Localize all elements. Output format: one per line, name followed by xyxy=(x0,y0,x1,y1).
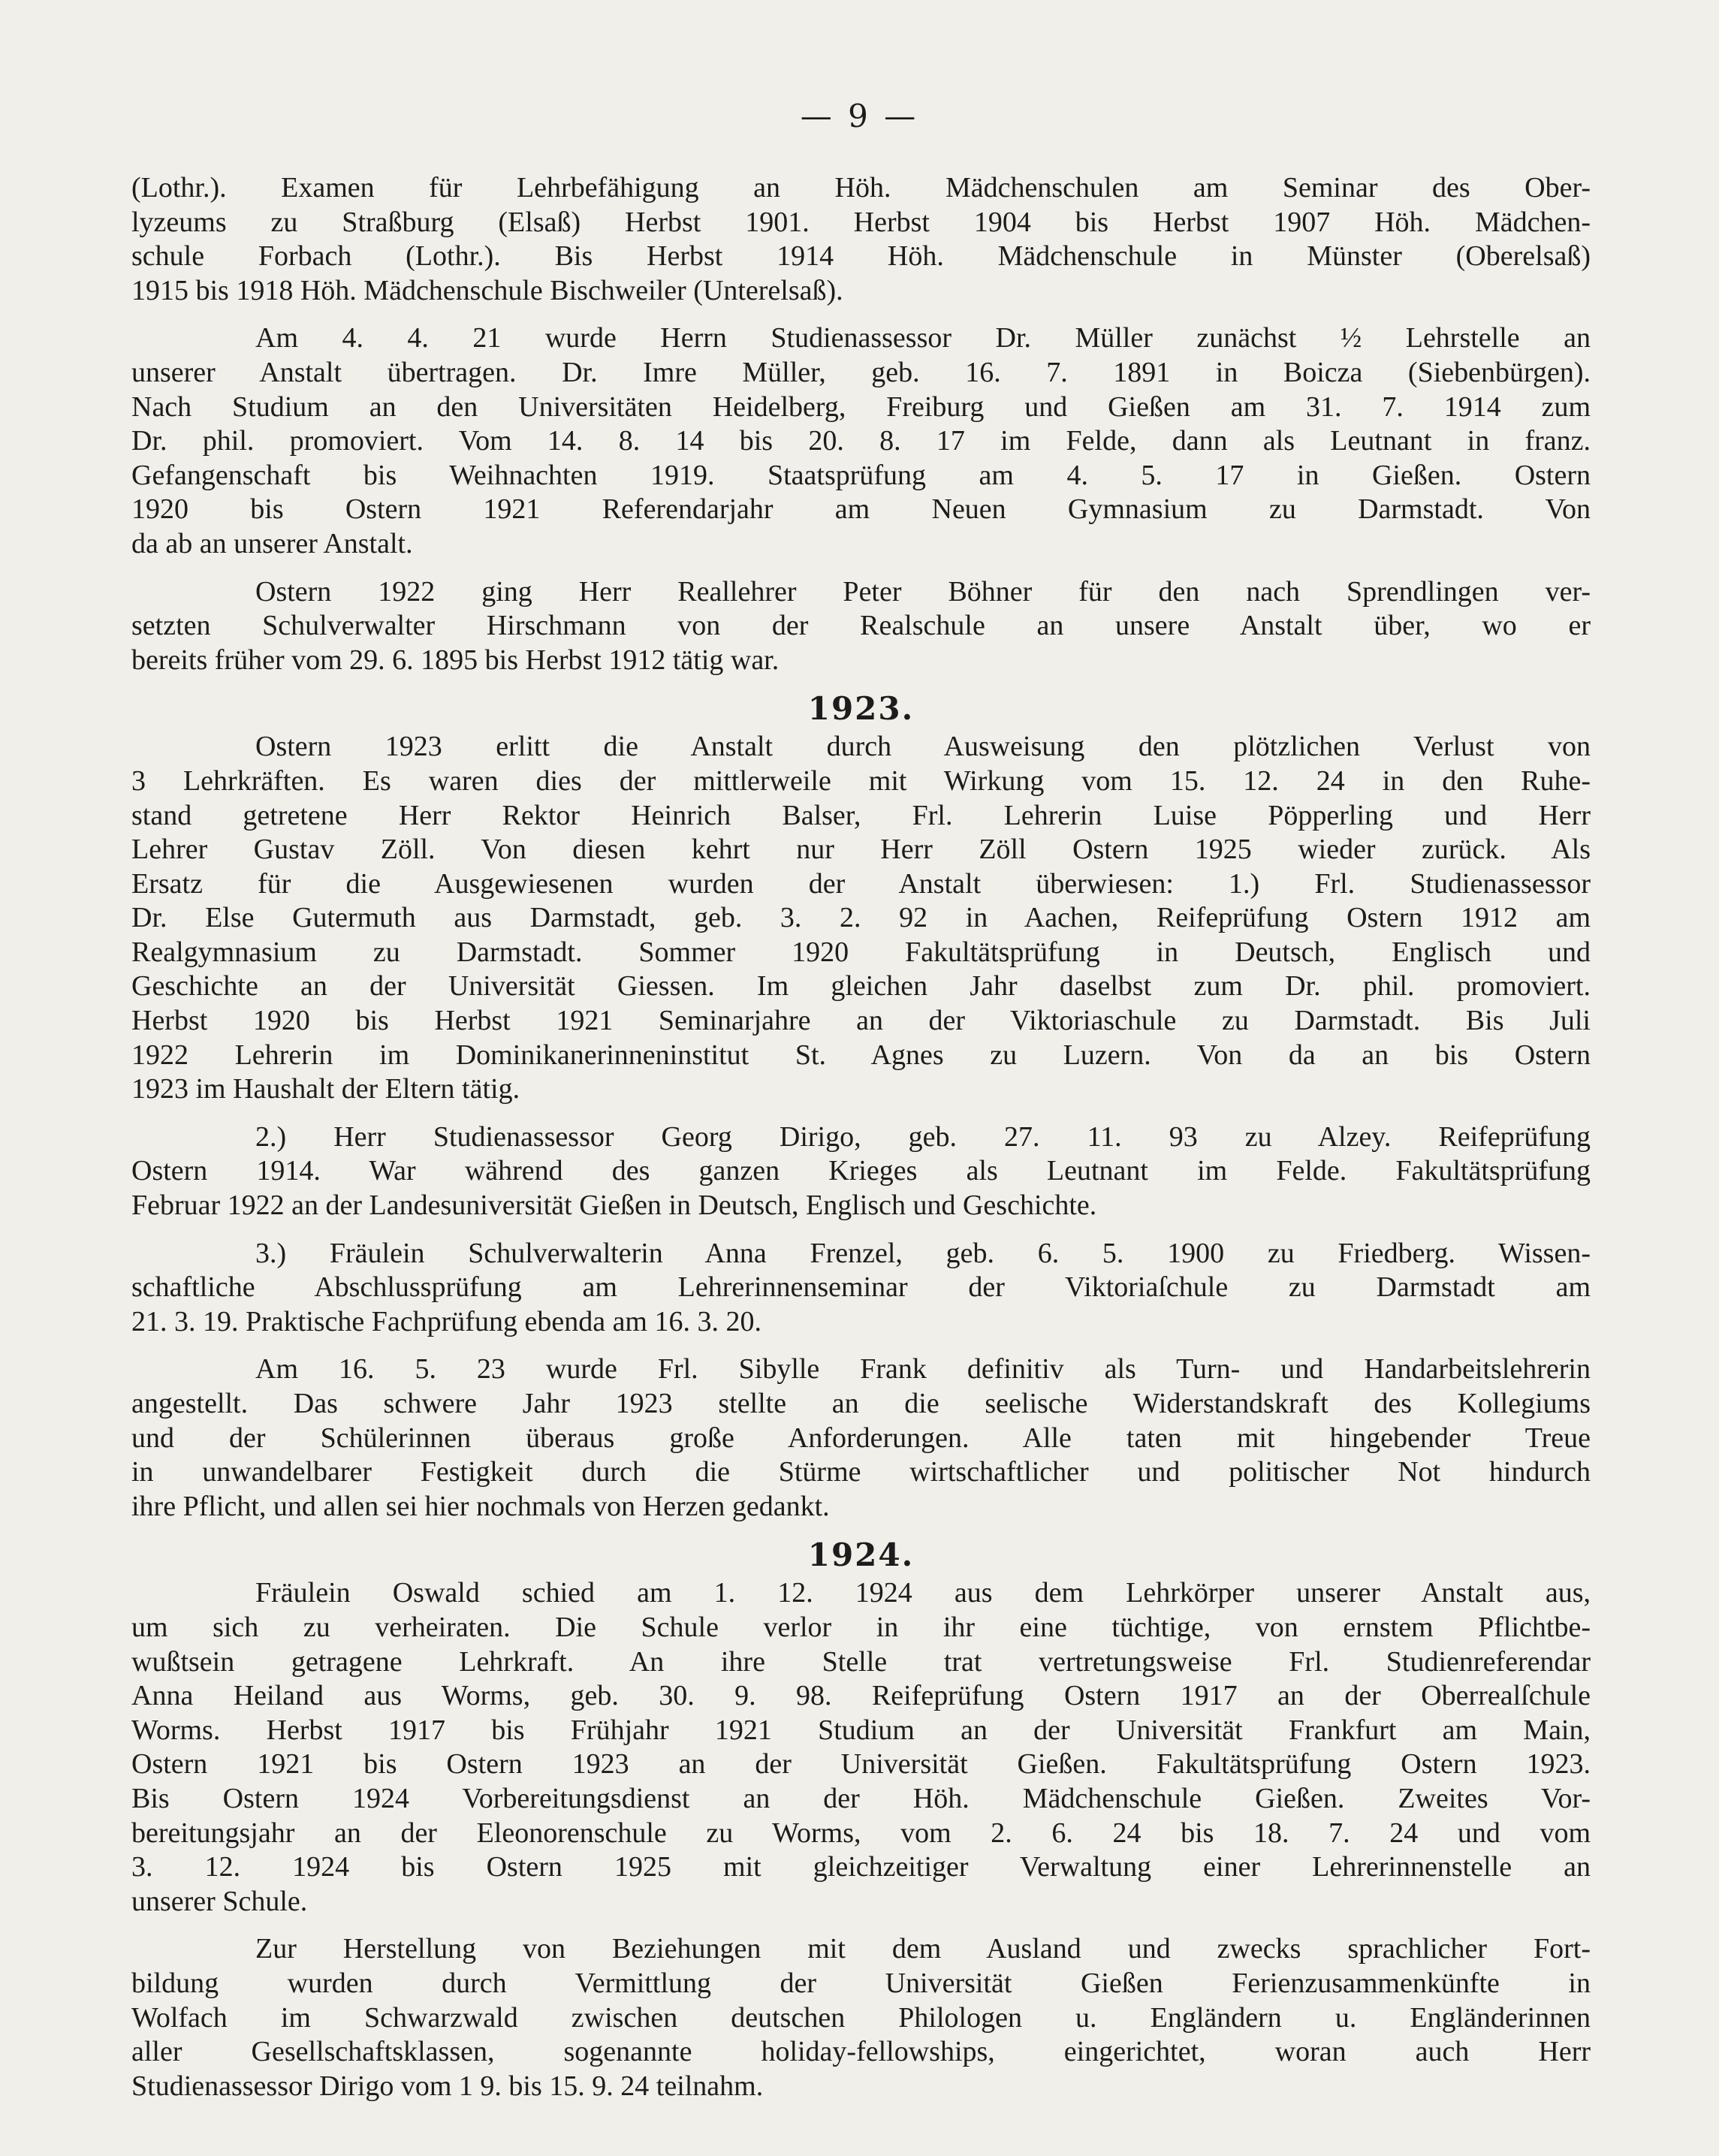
year-heading: 1924. xyxy=(807,1536,915,1574)
text-line: schaftliche Abschlussprüfung am Lehrerinnenseminar der Viktoriaſchule zu Darmstadt am xyxy=(131,1271,1591,1304)
text-line: um sich zu verheiraten. Die Schule verlor in ihr eine tüchtige, von ernstem Pflichtbe- xyxy=(131,1611,1591,1643)
text-line: Geschichte an der Universität Giessen. Im gleichen Jahr daselbst zum Dr. phil. promoviert. xyxy=(131,970,1591,1003)
text-line: in unwandelbarer Festigkeit durch die Stürme wirtschaftlicher und politischer Not hindurch xyxy=(131,1456,1591,1488)
text-line: angestellt. Das schwere Jahr 1923 stellte an die seelische Widerstandskraft des Kollegiums xyxy=(131,1388,1591,1419)
text-line: 3 Lehrkräften. Es waren dies der mittlerweile mit Wirkung vom 15. 12. 24 in den Ruhe- xyxy=(131,764,1591,797)
text-line: Ostern 1921 bis Ostern 1923 an der Universität Gießen. Fakultätsprüfung Ostern 1923. xyxy=(131,1748,1591,1781)
text-line: Am 4. 4. 21 wurde Herrn Studienassessor Dr. Müller zunächst ½ Lehrstelle an xyxy=(255,322,1591,354)
text-line: wußtsein getragene Lehrkraft. An ihre Stelle trat vertretungsweise Frl. Studienreferendar xyxy=(131,1645,1591,1678)
text-line: und der Schülerinnen überaus große Anforderungen. Alle taten mit hingebender Treue xyxy=(131,1422,1591,1454)
text-line: bereits früher vom 29. 6. 1895 bis Herbst 1912 tätig war. xyxy=(131,644,780,676)
text-line: 3.) Fräulein Schulverwalterin Anna Frenzel, geb. 6. 5. 1900 zu Friedberg. Wissen- xyxy=(255,1237,1591,1269)
text-line: aller Gesellschaftsklassen, sogenannte holiday-fellowships, eingerichtet, woran auch Herr xyxy=(131,2036,1591,2068)
text-line: 3. 12. 1924 bis Ostern 1925 mit gleichzeitiger Verwaltung einer Lehrerinnenstelle an xyxy=(131,1851,1591,1883)
text-line: Februar 1922 an der Landesuniversität Gießen in Deutsch, Englisch und Geschichte. xyxy=(131,1190,1097,1222)
text-line: Wolfach im Schwarzwald zwischen deutschen Philologen u. Engländern u. Engländerinnen xyxy=(131,2001,1591,2034)
text-line: Nach Studium an den Universitäten Heidelberg, Freiburg und Gießen am 31. 7. 1914 zum xyxy=(131,390,1591,423)
text-line: Fräulein Oswald schied am 1. 12. 1924 aus dem Lehrkörper unserer Anstalt aus, xyxy=(255,1577,1591,1609)
page-number: — 9 — xyxy=(800,98,919,134)
text-line: Lehrer Gustav Zöll. Von diesen kehrt nur Herr Zöll Ostern 1925 wieder zurück. Als xyxy=(131,834,1591,866)
text-line: bereitungsjahr an der Eleonorenschule zu Worms, vom 2. 6. 24 bis 18. 7. 24 und vom xyxy=(131,1817,1591,1849)
text-line: 1920 bis Ostern 1921 Referendarjahr am Neuen Gymnasium zu Darmstadt. Von xyxy=(131,493,1591,526)
text-line: lyzeums zu Straßburg (Elsaß) Herbst 1901. Herbst 1904 bis Herbst 1907 Höh. Mädchen- xyxy=(131,206,1591,238)
paragraph xyxy=(131,1352,1591,1537)
text-line: Studienassessor Dirigo vom 1 9. bis 15. 9. 24 teilnahm. xyxy=(131,2070,764,2102)
text-line: Ostern 1914. War während des ganzen Krieges als Leutnant im Felde. Fakultätsprüfung xyxy=(131,1155,1591,1187)
text-line: unserer Schule. xyxy=(131,1885,308,1917)
text-line: Am 16. 5. 23 wurde Frl. Sibylle Frank definitiv als Turn- und Handarbeitslehrerin xyxy=(255,1353,1591,1386)
text-line: Dr. Else Gutermuth aus Darmstadt, geb. 3. 2. 92 in Aachen, Reifeprüfung Ostern 1912 am xyxy=(131,902,1591,934)
text-line: unserer Anstalt übertragen. Dr. Imre Müller, geb. 16. 7. 1891 in Boicza (Siebenbürgen). xyxy=(131,356,1591,388)
text-line: da ab an unserer Anstalt. xyxy=(131,527,413,559)
year-heading: 1923. xyxy=(807,690,915,728)
text-line: Worms. Herbst 1917 bis Frühjahr 1921 Studium an der Universität Frankfurt am Main, xyxy=(131,1714,1591,1746)
text-body xyxy=(131,171,1591,2103)
paragraph xyxy=(131,1120,1591,1237)
text-line: Ostern 1922 ging Herr Reallehrer Peter Böhner für den nach Sprendlingen ver- xyxy=(255,575,1591,608)
text-line: Zur Herstellung von Beziehungen mit dem Ausland und zwecks sprachlicher Fort- xyxy=(255,1933,1591,1965)
text-line: 2.) Herr Studienassessor Georg Dirigo, geb. 27. 11. 93 zu Alzey. Reifeprüfung xyxy=(255,1120,1591,1153)
text-line: Ostern 1923 erlitt die Anstalt durch Ausweisung den plötzlichen Verlust von xyxy=(255,731,1591,763)
text-line: 1915 bis 1918 Höh. Mädchenschule Bischweiler (Unterelsaß). xyxy=(131,274,843,306)
paragraph xyxy=(131,171,1591,321)
paragraph xyxy=(131,1237,1591,1353)
text-line: 1923 im Haushalt der Eltern tätig. xyxy=(131,1073,520,1105)
text-line: (Lothr.). Examen für Lehrbefähigung an Höh. Mädchenschulen am Seminar des Ober- xyxy=(131,172,1591,204)
text-line: Herbst 1920 bis Herbst 1921 Seminarjahre an der Viktoriaschule zu Darmstadt. Bis Juli xyxy=(131,1005,1591,1037)
text-line: ihre Pflicht, und allen sei hier nochmals von Herzen gedankt. xyxy=(131,1490,830,1522)
text-line: stand getretene Herr Rektor Heinrich Balser, Frl. Lehrerin Luise Pöpperling und Herr xyxy=(131,799,1591,831)
text-line: schule Forbach (Lothr.). Bis Herbst 1914 Höh. Mädchenschule in Münster (Oberelsaß) xyxy=(131,240,1591,273)
paragraph xyxy=(131,1576,1591,1932)
text-line: 21. 3. 19. Praktische Fachprüfung ebenda am 16. 3. 20. xyxy=(131,1305,761,1337)
text-line: Gefangenschaft bis Weihnachten 1919. Staatsprüfung am 4. 5. 17 in Gießen. Ostern xyxy=(131,459,1591,491)
text-line: Ersatz für die Ausgewiesenen wurden der Anstalt überwiesen: 1.) Frl. Studienassessor xyxy=(131,867,1591,900)
text-line: Anna Heiland aus Worms, geb. 30. 9. 98. Reifeprüfung Ostern 1917 an der Oberrealſchule xyxy=(131,1680,1591,1712)
paragraph xyxy=(131,1932,1591,2103)
text-line: bildung wurden durch Vermittlung der Universität Gießen Ferienzusammenkünfte in xyxy=(131,1967,1591,1999)
text-line: setzten Schulverwalter Hirschmann von der Realschule an unsere Anstalt über, wo er xyxy=(131,610,1591,642)
text-line: 1922 Lehrerin im Dominikanerinneninstitut St. Agnes zu Luzern. Von da an bis Ostern xyxy=(131,1039,1591,1071)
paragraph xyxy=(131,321,1591,574)
text-line: Realgymnasium zu Darmstadt. Sommer 1920 Fakultätsprüfung in Deutsch, Englisch und xyxy=(131,936,1591,968)
paragraph xyxy=(131,730,1591,1120)
paragraph xyxy=(131,575,1591,692)
text-line: Dr. phil. promoviert. Vom 14. 8. 14 bis 20. 8. 17 im Felde, dann als Leutnant in franz. xyxy=(131,425,1591,457)
text-line: Bis Ostern 1924 Vorbereitungsdienst an der Höh. Mädchenschule Gießen. Zweites Vor- xyxy=(131,1782,1591,1814)
